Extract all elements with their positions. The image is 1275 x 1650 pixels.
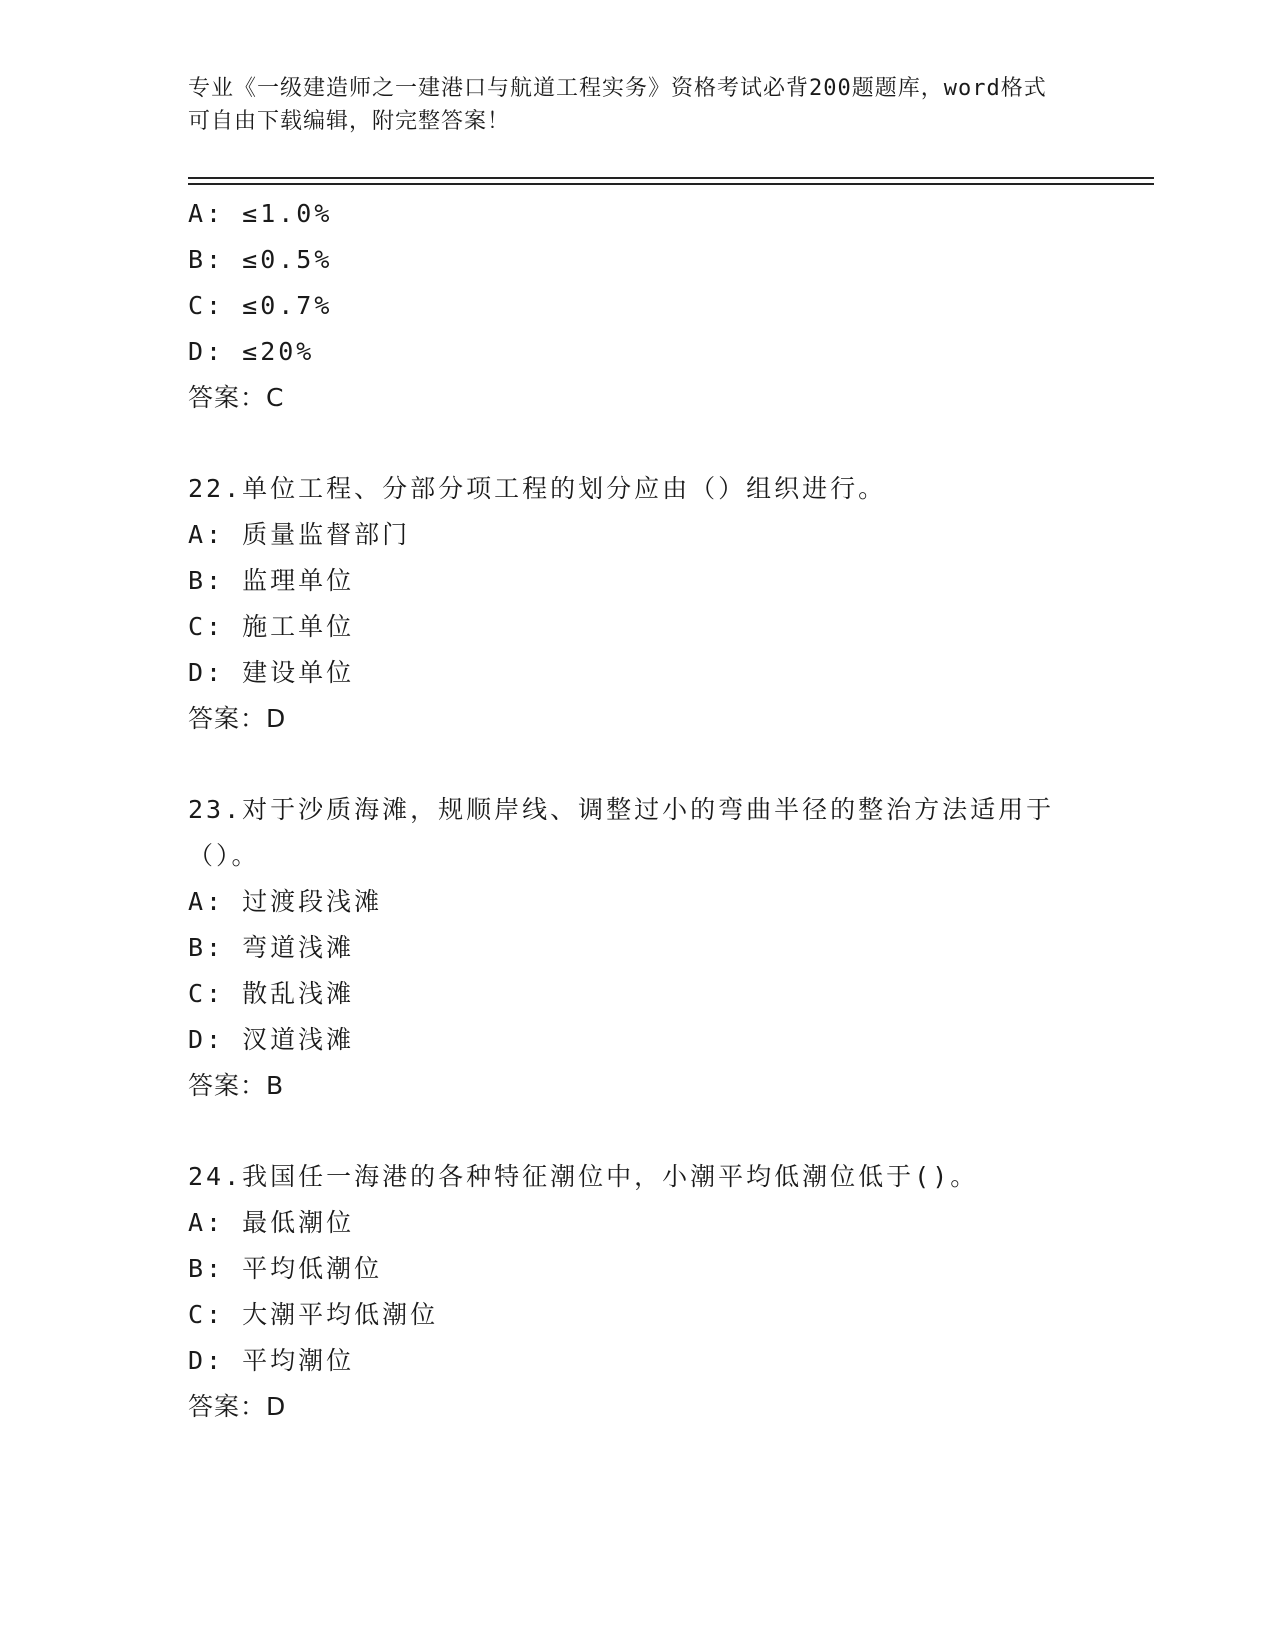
option-d: D: ≤20% <box>188 337 315 366</box>
question-24 <box>188 1154 1088 1430</box>
option-a: A: 质量监督部门 <box>188 520 411 549</box>
answer-line: 答案：C <box>188 383 285 412</box>
answer-line: 答案：D <box>188 1392 287 1421</box>
answer-line: 答案：D <box>188 704 287 733</box>
option-c: C: 散乱浅滩 <box>188 979 355 1008</box>
question-text: 24.我国任一海港的各种特征潮位中，小潮平均低潮位低于()。 <box>188 1162 979 1191</box>
option-c: C: 大潮平均低潮位 <box>188 1300 439 1329</box>
option-a: A: 最低潮位 <box>188 1208 355 1237</box>
option-d: D: 平均潮位 <box>188 1346 355 1375</box>
question-22 <box>188 466 1088 742</box>
option-d: D: 汊道浅滩 <box>188 1025 355 1054</box>
option-c: C: ≤0.7% <box>188 291 333 320</box>
header-rule-bottom <box>188 183 1154 185</box>
option-d: D: 建设单位 <box>188 658 355 687</box>
answer-line: 答案：B <box>188 1071 285 1100</box>
option-b: B: 平均低潮位 <box>188 1254 383 1283</box>
question-23 <box>188 787 1088 1109</box>
option-b: B: 监理单位 <box>188 566 355 595</box>
question-text: 23.对于沙质海滩，规顺岸线、调整过小的弯曲半径的整治方法适用于（）。 <box>188 795 1055 870</box>
option-a: A: 过渡段浅滩 <box>188 887 383 916</box>
option-b: B: ≤0.5% <box>188 245 333 274</box>
question-list <box>188 191 1088 1430</box>
header-rule-top <box>188 177 1154 179</box>
option-a: A: ≤1.0% <box>188 199 333 228</box>
question-21 <box>188 191 1088 421</box>
question-text: 22.单位工程、分部分项工程的划分应由（）组织进行。 <box>188 474 887 503</box>
option-b: B: 弯道浅滩 <box>188 933 355 962</box>
document-header: 专业《一级建造师之一建港口与航道工程实务》资格考试必背200题题库，word格式可自由下载编辑，附完整答案！ <box>188 76 1047 134</box>
option-c: C: 施工单位 <box>188 612 355 641</box>
